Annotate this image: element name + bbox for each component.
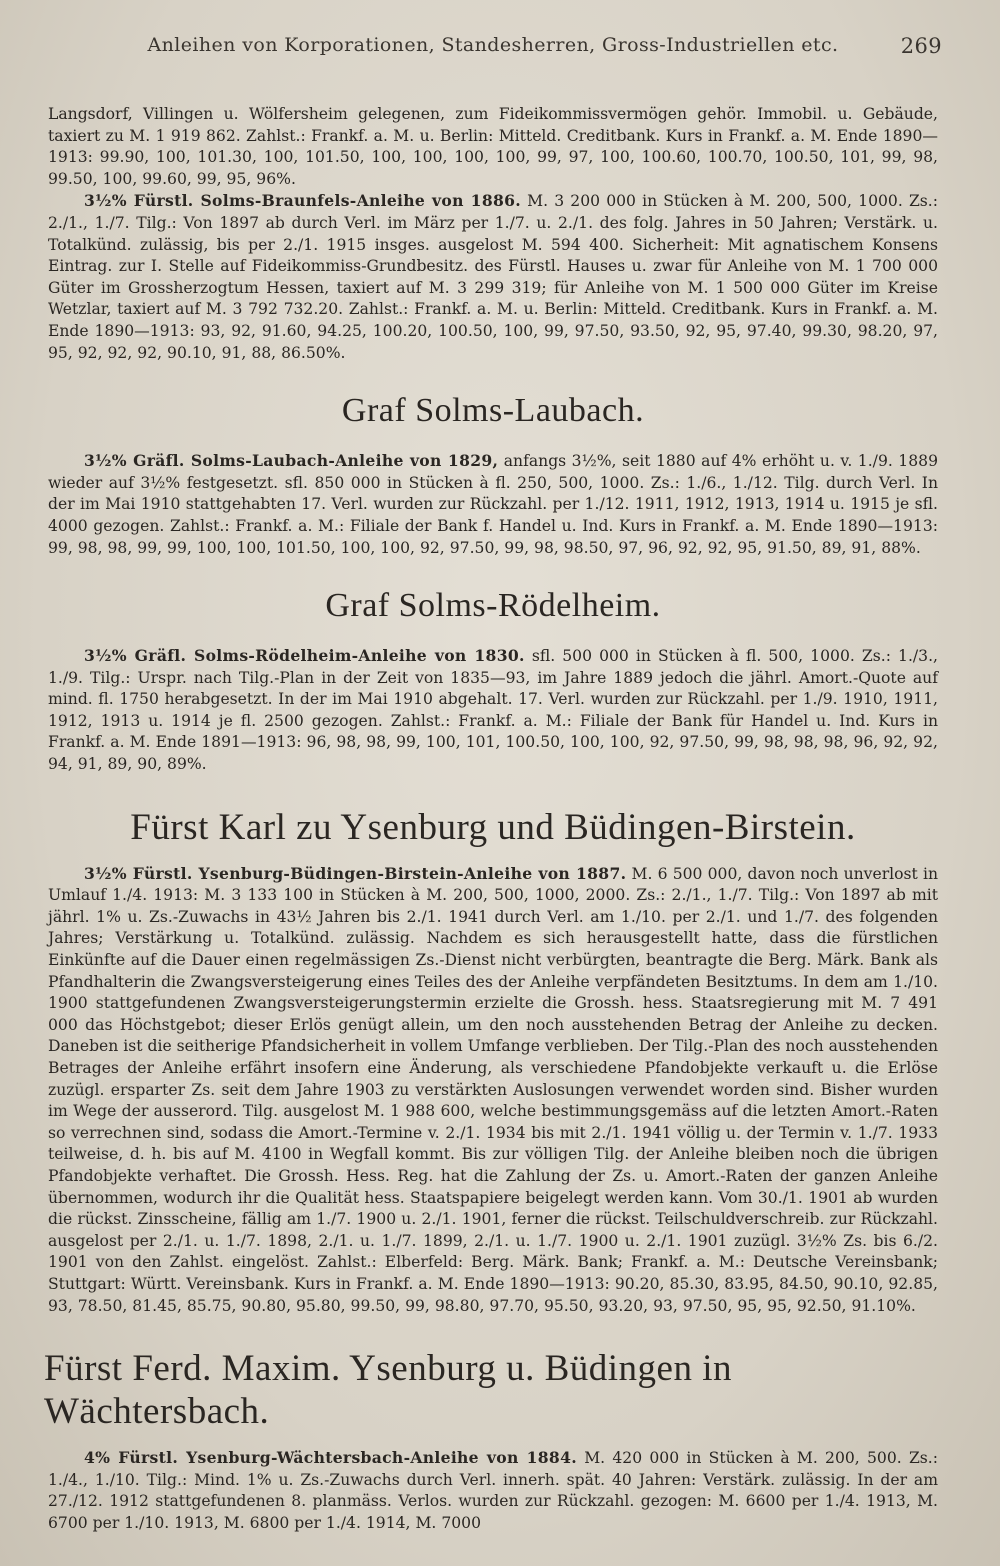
birstein-text: M. 6 500 000, davon noch unverlost in Umlauf 1./4. 1913: M. 3 133 100 in Stücken à M. 200, 500, 1000, 2000. Zs.: 2./1., 1./7. Tilg.: Von 1897 ab mit jährl. 1% u. Zs.-Zuwachs in 43½ Jahren bis 2./1. 1941 durch Verl. am 1./10. per 2./1. und 1./7. des folgenden Jahres; Verstärkung u. Totalkünd. zulässig. Nachdem es sich herausgestellt hatte, dass die fürstlichen Einkünfte auf die Dauer einen regelmässigen Zs.-Dienst nicht verbürgten, beantragte die Berg. Märk. Bank als Pfandhalterin die Zwangsversteigerung eines Teiles des der Anleihe verpfändeten Besitztums. In dem am 1./10. 1900 stattgefundenen Zwangsversteigerungstermin erzielte die Grossh. hess. Staatsregierung mit M. 7 491 000 das Höchstgebot; dieser Erlös genügt allein, um den noch ausstehenden Betrag der Anleihe zu decken. Daneben ist die seitherige Pfandsicherheit in vollem Umfange verblieben. Der Tilg.-Plan des noch ausstehenden Betrages der Anleihe erfährt insofern eine Änderung, als verschiedene Pfandobjekte verkauft u. die Erlöse zuzügl. ersparter Zs. seit dem Jahre 1903 zu verstärkten Auslosungen verwendet worden sind. Bisher wurden im Wege der ausserord. Tilg. ausgelost M. 1 988 600, welche bestimmungsgemäss auf die letzten Amort.-Raten so verrechnen sind, sodass die Amort.-Termine v. 2./1. 1934 bis mit 2./1. 1941 völlig u. der Termin v. 1./7. 1933 teilweise, d. h. bis auf M. 4100 in Wegfall kommt. Bis zur völligen Tilg. der Anleihe bleiben noch die übrigen Pfandobjekte verhaftet. Die Grossh. Hess. Reg. hat die Zahlung der Zs. u. Amort.-Raten der ganzen Anleihe übernommen, wodurch ihr die Qualität hess. Staatspapiere beigelegt werden kann. Vom 30./1. 1901 ab wurden die rückst. Zinsscheine, fällig am 1./7. 1900 u. 2./1. 1901, ferner die rückst. Teilschuldverschreib. zur Rückzahl. ausgelost per 2./1. u. 1./7. 1898, 2./1. u. 1./7. 1899, 2./1. u. 1./7. 1900 u. 2./1. 1901 zuzügl. 3½% Zs. bis 6./2. 1901 von den Zahlst. eingelöst. Zahlst.: Elberfeld: Berg. Märk. Bank; Frankf. a. M.: Deutsche Vereinsbank; Stuttgart: Württ. Vereinsbank. Kurs in Frankf. a. M. Ende 1890—1913: 90.20, 85.30, 83.95, 84.50, 90.10, 92.85, 93, 78.50, 81.45, 85.75, 90.80, 95.80, 99.50, 99, 98.80, 97.70, 95.50, 93.20, 93, 97.50, 95, 95, 92.50, 91.10%. bbox=[48, 864, 938, 1315]
section-title-laubach: Graf Solms-Laubach. bbox=[341, 392, 645, 430]
braunfels-text: M. 3 200 000 in Stücken à M. 200, 500, 1000. Zs.: 2./1., 1./7. Tilg.: Von 1897 ab durch Verl. im März per 1./7. u. 2./1. des folg. Jahres in 50 Jahren; Verstärk. u. Totalkünd. zulässig, bis per 2./1. 1915 insges. ausgelost M. 594 400. Sicherheit: Mit agnatischem Konsens Eintrag. zur I. Stelle auf Fideikommiss-Grundbesitz. des Fürstl. Hauses u. zwar für Anleihe von M. 1 700 000 Güter im Grossherzogtum Hessen, taxiert auf M. 3 299 319; für Anleihe von M. 1 500 000 Güter im Kreise Wetzlar, taxiert auf M. 3 792 732.20. Zahlst.: Frankf. a. M. u. Berlin: Mitteld. Creditbank. Kurs in Frankf. a. M. Ende 1890—1913: 93, 92, 91.60, 94.25, 100.20, 100.50, 100, 99, 97.50, 93.50, 92, 95, 97.40, 99.30, 98.20, 97, 95, 92, 92, 92, 90.10, 91, 88, 86.50%. bbox=[48, 192, 938, 362]
page-number: 269 bbox=[900, 34, 942, 58]
waechtersbach-lead: 4% Fürstl. Ysenburg-Wächtersbach-Anleihe von 1884. bbox=[84, 1448, 577, 1468]
running-header bbox=[48, 34, 942, 64]
header-title: Anleihen von Korporationen, Standesherren, Gross-Industriellen etc. bbox=[147, 34, 839, 56]
laubach-lead: 3½% Gräfl. Solms-Laubach-Anleihe von 1829, bbox=[84, 451, 499, 471]
braunfels-lead: 3½% Fürstl. Solms-Braunfels-Anleihe von 1886. bbox=[84, 191, 522, 211]
section-title-birstein: Fürst Karl zu Ysenburg und Büdingen-Birstein. bbox=[130, 806, 856, 848]
roedelheim-lead: 3½% Gräfl. Solms-Rödelheim-Anleihe von 1830. bbox=[84, 646, 525, 666]
intro-paragraph: Langsdorf, Villingen u. Wölfersheim gelegenen, zum Fideikommissvermögen gehör. Immobil. u. Gebäude, taxiert zu M. 1 919 862. Zahlst.: Frankf. a. M. u. Berlin: Mitteld. Creditbank. Kurs in Frankf. a. M. Ende 1890—1913: 99.90, 100, 101.30, 100, 101.50, 100, 100, 100, 100, 99, 97, 100, 100.60, 100.70, 100.50, 101, 99, 98, 99.50, 100, 99.60, 99, 95, 96%. bbox=[48, 105, 938, 188]
roedelheim-paragraph bbox=[48, 645, 938, 776]
birstein-paragraph bbox=[48, 863, 938, 1317]
laubach-text: anfangs 3½%, seit 1880 auf 4% erhöht u. v. 1./9. 1889 wieder auf 3½% festgesetzt. sfl. 850 000 in Stücken à fl. 250, 500, 1000. Zs.: 1./6., 1./12. Tilg. durch Verl. In der im Mai 1910 stattgehabten 17. Verl. wurden zur Rückzahl. per 1./12. 1911, 1912, 1913, 1914 u. 1915 je sfl. 4000 gezogen. Zahlst.: Frankf. a. M.: Filiale der Bank f. Handel u. Ind. Kurs in Frankf. a. M. Ende 1890—1913: 99, 98, 98, 99, 99, 100, 100, 101.50, 100, 100, 92, 97.50, 99, 98, 98.50, 97, 96, 92, 92, 95, 91.50, 89, 91, 88%. bbox=[48, 452, 938, 557]
section-title-waechtersbach: Fürst Ferd. Maxim. Ysenburg u. Büdingen in Wächtersbach. bbox=[44, 1348, 733, 1433]
section-title-roedelheim: Graf Solms-Rödelheim. bbox=[325, 587, 661, 625]
waechtersbach-paragraph bbox=[48, 1447, 938, 1534]
waechtersbach-text: M. 420 000 in Stücken à M. 200, 500. Zs.: 1./4., 1./10. Tilg.: Mind. 1% u. Zs.-Zuwachs durch Verl. innerh. spät. 40 Jahren: Verstärk. zulässig. In der am 27./12. 1912 stattgefundenen 8. planmäss. Verlos. wurden zur Rückzahl. gezogen: M. 6600 per 1./4. 1913, M. 6700 per 1./10. 1913, M. 6800 per 1./4. 1914, M. 7000 bbox=[48, 1449, 938, 1532]
roedelheim-text: sfl. 500 000 in Stücken à fl. 500, 1000. Zs.: 1./3., 1./9. Tilg.: Urspr. nach Tilg.-Plan in der Zeit von 1835—93, im Jahre 1889 jedoch die jährl. Amort.-Quote auf mind. fl. 1750 herabgesetzt. In der im Mai 1910 abgehalt. 17. Verl. wurden zur Rückzahl. per 1./9. 1910, 1911, 1912, 1913 u. 1914 je fl. 2500 gezogen. Zahlst.: Frankf. a. M.: Filiale der Bank für Handel u. Ind. Kurs in Frankf. a. M. Ende 1891—1913: 96, 98, 98, 99, 100, 101, 100.50, 100, 100, 92, 97.50, 99, 98, 98, 98, 96, 92, 92, 94, 91, 89, 90, 89%. bbox=[48, 647, 938, 774]
birstein-lead: 3½% Fürstl. Ysenburg-Büdingen-Birstein-Anleihe von 1887. bbox=[84, 863, 627, 883]
laubach-paragraph bbox=[48, 450, 938, 559]
braunfels-paragraph bbox=[48, 190, 938, 364]
